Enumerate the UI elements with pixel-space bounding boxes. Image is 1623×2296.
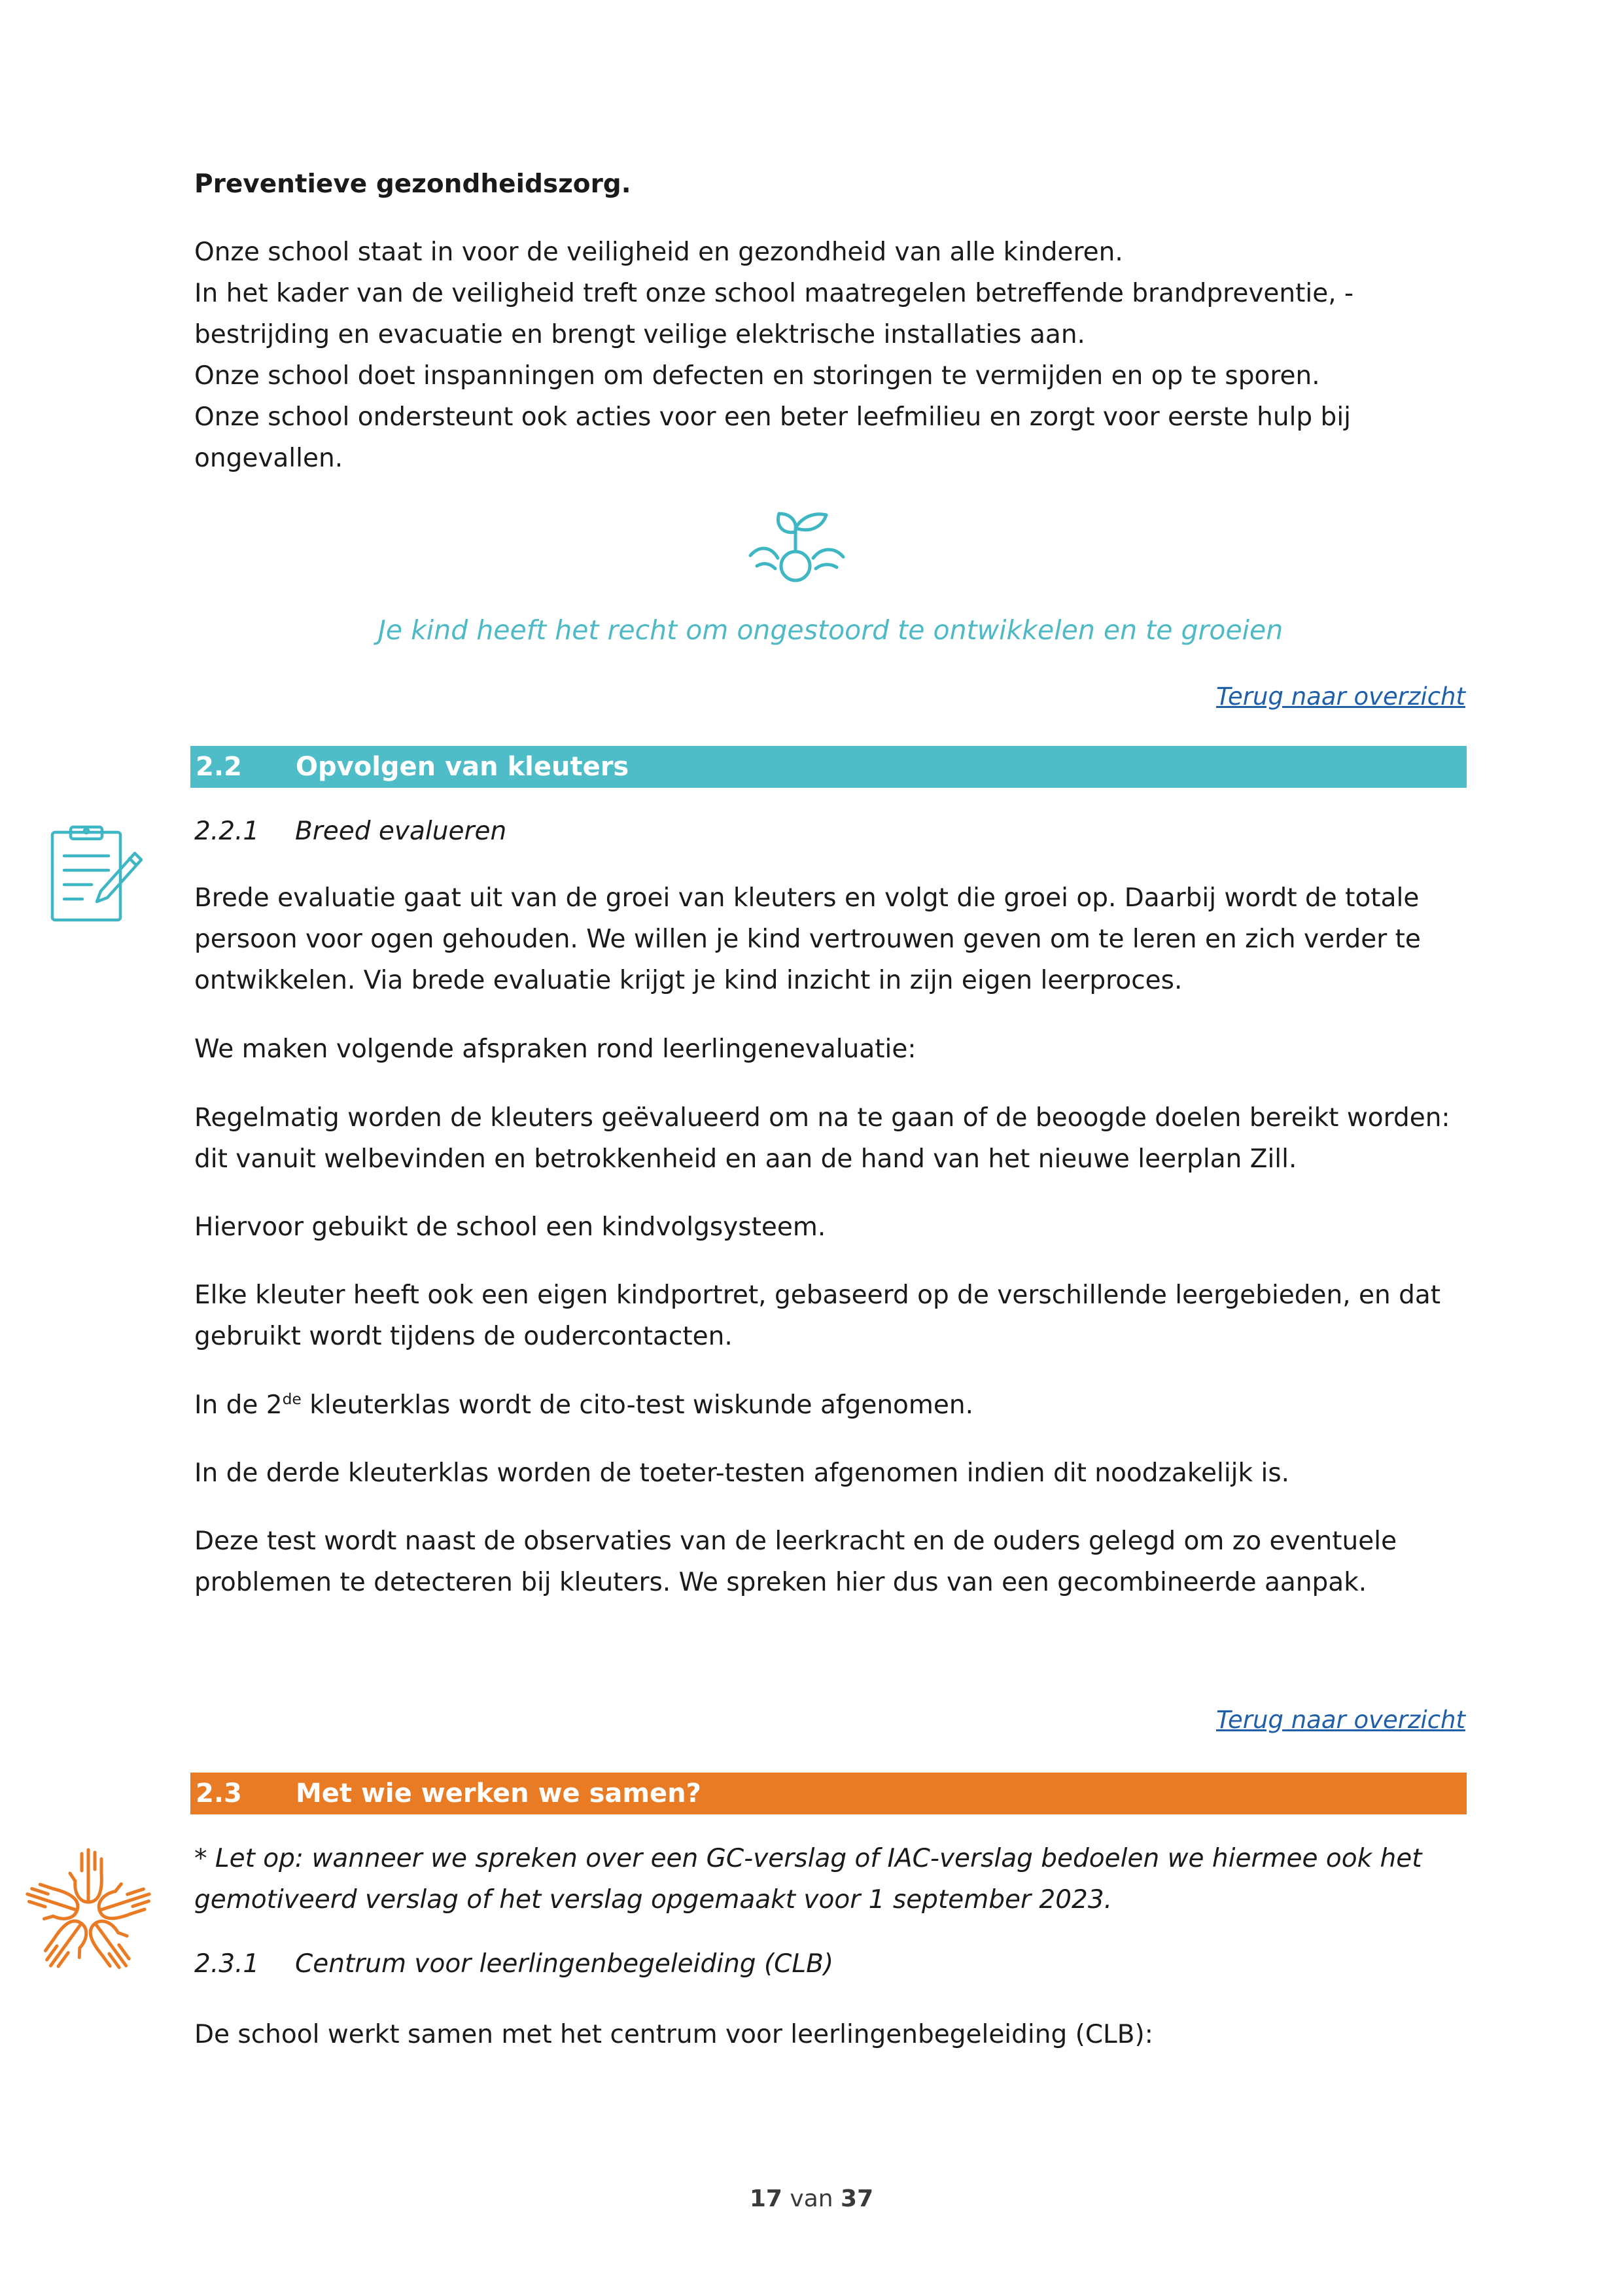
section-2-3-header (190, 1773, 1467, 1814)
intro-line-3: Onze school doet inspanningen om defecten en storingen te vermijden en op te sporen. (194, 361, 1320, 391)
back-to-overview-link-1[interactable]: Terug naar overzicht (1216, 682, 1465, 711)
section-number: 2.2 (196, 752, 242, 782)
subsection-number: 2.2.1 (194, 817, 260, 846)
clipboard-pen-icon (46, 824, 144, 924)
paragraph-afspraken: We maken volgende afspraken rond leerlingenevaluatie: (194, 1034, 916, 1064)
section-title: Met wie werken we samen? (296, 1778, 701, 1809)
paragraph-toeter: In de derde kleuterklas worden de toeter-testen afgenomen indien dit noodzakelijk is. (194, 1458, 1290, 1488)
intro-line-2: In het kader van de veiligheid treft onze school maatregelen betreffende brandpreventie, -bestrijding en evacuatie en brengt veilige elektrische installaties aan. (194, 279, 1354, 349)
intro-line-4: Onze school ondersteunt ook acties voor een beter leefmilieu en zorgt voor eerste hulp bij ongevallen. (194, 402, 1351, 473)
sprout-icon (737, 485, 854, 601)
growth-quote: Je kind heeft het recht om ongestoord te ontwikkelen en te groeien (377, 614, 1283, 646)
paragraph-cito (194, 1385, 1467, 1426)
page-number: 17 (749, 2185, 782, 2212)
subsection-title: Centrum voor leerlingenbegeleiding (CLB) (295, 1949, 834, 1979)
section-title: Opvolgen van kleuters (296, 752, 629, 782)
page-footer (0, 2185, 1623, 2212)
cito-superscript: de (282, 1390, 302, 1408)
intro-heading: Preventieve gezondheidszorg. (194, 169, 631, 199)
section-number: 2.3 (196, 1778, 242, 1809)
hands-circle-icon (16, 1845, 160, 1983)
page-separator: van (790, 2185, 833, 2212)
paragraph-brede-evaluatie: Brede evaluatie gaat uit van de groei van kleuters en volgt die groei op. Daarbij wordt de totale persoon voor ogen gehouden. We willen je kind vertrouwen geven om te leren en zich verder te ontwikkelen. Via brede evaluatie krijgt je kind inzicht in zijn eigen leerproces. (194, 883, 1421, 995)
page-total: 37 (841, 2185, 874, 2212)
section-2-2-header (190, 746, 1467, 788)
paragraph-gecombineerd: Deze test wordt naast de observaties van de leerkracht en de ouders gelegd om zo eventuele problemen te detecteren bij kleuters. We spreken hier dus van een gecombineerde aanpak. (194, 1527, 1397, 1597)
intro-line-1: Onze school staat in voor de veiligheid en gezondheid van alle kinderen. (194, 238, 1123, 267)
note-verslag: * Let op: wanneer we spreken over een GC-verslag of IAC-verslag bedoelen we hiermee ook het gemotiveerd verslag of het verslag opgemaakt voor 1 september 2023. (194, 1844, 1422, 1915)
back-to-overview-link-2[interactable]: Terug naar overzicht (1216, 1706, 1465, 1734)
subsection-2-2-1 (194, 812, 979, 851)
cito-text-start: In de 2 (194, 1390, 283, 1420)
paragraph-kindvolgsysteem: Hiervoor gebuikt de school een kindvolgsysteem. (194, 1212, 826, 1242)
subsection-2-3-1 (194, 1945, 1241, 1984)
paragraph-clb: De school werkt samen met het centrum voor leerlingenbegeleiding (CLB): (194, 2020, 1153, 2049)
paragraph-kindportret: Elke kleuter heeft ook een eigen kindportret, gebaseerd op de verschillende leergebieden, en dat gebruikt wordt tijdens de oudercontacten. (194, 1280, 1441, 1351)
paragraph-regelmatig: Regelmatig worden de kleuters geëvalueerd om na te gaan of de beoogde doelen bereikt worden: dit vanuit welbevinden en betrokkenheid en aan de hand van het nieuwe leerplan Zill. (194, 1103, 1450, 1174)
cito-text-end: kleuterklas wordt de cito-test wiskunde afgenomen. (301, 1390, 974, 1420)
subsection-title: Breed evalueren (295, 817, 507, 846)
subsection-number: 2.3.1 (194, 1949, 260, 1979)
